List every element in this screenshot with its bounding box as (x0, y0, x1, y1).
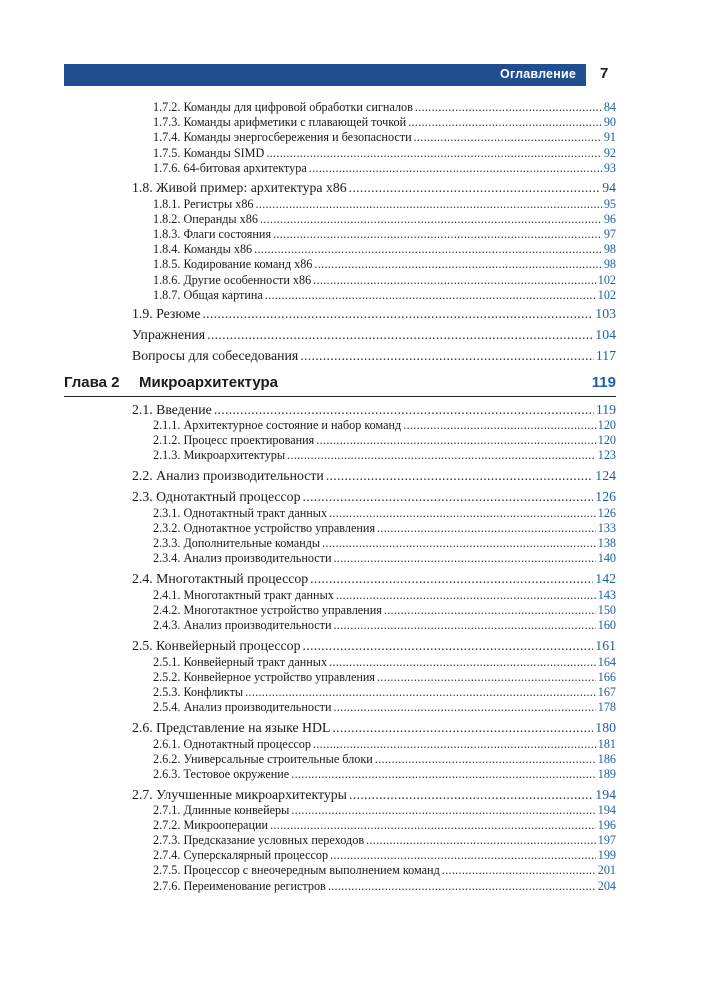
toc-entry[interactable] (153, 803, 616, 818)
toc-entry-title: 1.8.1. Регистры x86 (153, 197, 254, 211)
dot-leader (414, 130, 602, 145)
toc-entry-page: 142 (595, 571, 616, 586)
dot-leader (314, 257, 601, 272)
dot-leader (366, 833, 596, 848)
dot-leader (316, 433, 595, 448)
toc-entry-page: 133 (597, 521, 616, 535)
dot-leader (403, 418, 595, 433)
toc-entry-page: 124 (595, 468, 616, 483)
toc-entry[interactable] (153, 146, 616, 161)
toc-entry-page: 138 (597, 536, 616, 550)
toc-entry-title: 2.1.3. Микроархитектуры (153, 448, 286, 462)
toc-entry-page: 166 (597, 670, 616, 684)
chapter-label: Глава 2 (64, 374, 120, 391)
dot-leader (336, 588, 596, 603)
dot-leader (328, 879, 596, 894)
toc-entry-page: 164 (597, 655, 616, 669)
toc-entry-page: 194 (597, 803, 616, 817)
dot-leader (384, 603, 596, 618)
dot-leader (326, 467, 594, 485)
toc-entry-page: 96 (603, 212, 616, 226)
dot-leader (330, 848, 596, 863)
page-number: 7 (600, 65, 609, 82)
toc-entry-title: 2.3.1. Однотактный тракт данных (153, 506, 328, 520)
toc-entry[interactable] (153, 212, 616, 227)
chapter-page: 119 (591, 374, 616, 391)
toc-entry-title: 2.7.3. Предсказание условных переходов (153, 833, 365, 847)
dot-leader (254, 242, 602, 257)
toc-entry[interactable] (153, 433, 616, 448)
toc-entry-page: 189 (597, 767, 616, 781)
dot-leader (377, 521, 596, 536)
toc-entry-title: 1.8. Живой пример: архитектура x86 (132, 180, 347, 195)
toc-entry-page: 117 (595, 348, 616, 363)
dot-leader (442, 863, 596, 878)
toc-entry-page: 97 (603, 227, 616, 241)
toc-entry-title: 2.7.6. Переименование регистров (153, 879, 326, 893)
dot-leader (245, 685, 596, 700)
toc-entry-page: 120 (597, 418, 616, 432)
dot-leader (332, 719, 593, 737)
dot-leader (256, 197, 602, 212)
toc-entry-title: 2.7.2. Микрооперации (153, 818, 269, 832)
dot-leader (214, 401, 594, 419)
toc-entry[interactable] (153, 655, 616, 670)
toc-entry[interactable] (153, 737, 616, 752)
toc-entry[interactable] (132, 719, 616, 737)
toc-entry-title: 1.7.3. Команды арифметики с плавающей точкой (153, 115, 407, 129)
toc-entry[interactable] (153, 227, 616, 242)
toc-entry-page: 181 (597, 737, 616, 751)
toc-entry-title: 2.6.1. Однотактный процессор (153, 737, 311, 751)
dot-leader (377, 670, 596, 685)
toc-entry-title: 2.4.2. Многотактное устройство управления (153, 603, 382, 617)
toc-entry-title: 2.7.5. Процессор с внеочередным выполнением команд (153, 863, 440, 877)
toc-entry-title: 2.3.4. Анализ производительности (153, 551, 332, 565)
dot-leader (202, 305, 593, 323)
toc-entry[interactable] (153, 257, 616, 272)
toc-entry-title: 2.6.3. Тестовое окружение (153, 767, 290, 781)
toc-entry-page: 94 (602, 180, 616, 195)
dot-leader (291, 803, 595, 818)
toc-entry[interactable] (153, 161, 616, 176)
toc-entry-page: 194 (595, 787, 616, 802)
toc-entry-title: 1.8.7. Общая картина (153, 288, 263, 302)
toc-entry[interactable] (153, 833, 616, 848)
dot-leader (291, 767, 596, 782)
toc-entry-title: 2.1.2. Процесс проектирования (153, 433, 315, 447)
toc-entry-title: 1.8.5. Кодирование команд x86 (153, 257, 313, 271)
toc-entry-page: 102 (597, 288, 616, 302)
toc-entry-title: 2.6.2. Универсальные строительные блоки (153, 752, 373, 766)
toc-entry[interactable] (132, 179, 616, 197)
toc-entry-title: 2.5.2. Конвейерное устройство управления (153, 670, 376, 684)
toc-entry[interactable] (153, 752, 616, 767)
toc-entry[interactable] (132, 786, 616, 804)
toc-entry[interactable] (153, 130, 616, 145)
toc-entry[interactable] (132, 401, 616, 419)
dot-leader (302, 637, 593, 655)
toc-entry-page: 98 (603, 257, 616, 271)
toc-entry-page: 119 (595, 402, 616, 417)
dot-leader (415, 100, 602, 115)
toc-entry[interactable] (153, 100, 616, 115)
toc-entry-title: 2.5. Конвейерный процессор (132, 638, 301, 653)
dot-leader (313, 737, 596, 752)
toc-entry[interactable] (153, 879, 616, 894)
toc-entry[interactable] (153, 700, 616, 715)
toc-entry-page: 160 (597, 618, 616, 632)
dot-leader (300, 347, 594, 365)
toc-entry-title: 1.8.3. Флаги состояния (153, 227, 272, 241)
toc-entry-page: 90 (603, 115, 616, 129)
toc-entry[interactable] (153, 448, 616, 463)
toc-entry[interactable] (132, 570, 616, 588)
toc-entry-title: 2.4.1. Многотактный тракт данных (153, 588, 334, 602)
dot-leader (270, 818, 596, 833)
toc-entry-title: 2.4.3. Анализ производительности (153, 618, 332, 632)
toc-entry-title: 2.7.4. Суперскалярный процессор (153, 848, 329, 862)
dot-leader (349, 179, 601, 197)
toc-entry-page: 126 (595, 489, 616, 504)
toc-entry-title: 2.7. Улучшенные микроархитектуры (132, 787, 347, 802)
dot-leader (408, 115, 602, 130)
toc-entry[interactable] (132, 637, 616, 655)
toc-entry[interactable] (132, 305, 616, 323)
toc-entry-page: 98 (603, 242, 616, 256)
toc-entry[interactable] (153, 288, 616, 303)
dot-leader (375, 752, 596, 767)
toc-entry-page: 150 (597, 603, 616, 617)
toc-entry-title: 2.5.3. Конфликты (153, 685, 244, 699)
toc-entry[interactable] (153, 618, 616, 633)
toc-entry-title: Упражнения (132, 327, 206, 342)
toc-entry-title: 1.7.6. 64-битовая архитектура (153, 161, 307, 175)
toc-entry-page: 102 (597, 273, 616, 287)
chapter-heading (64, 374, 616, 397)
dot-leader (334, 618, 596, 633)
dot-leader (207, 326, 593, 344)
toc-entry-title: 1.7.2. Команды для цифровой обработки сигналов (153, 100, 413, 114)
toc-entry[interactable] (132, 488, 616, 506)
toc-entry-title: 2.6. Представление на языке HDL (132, 720, 331, 735)
toc-entry[interactable] (132, 326, 616, 344)
toc-entry[interactable] (153, 818, 616, 833)
toc-entry[interactable] (153, 863, 616, 878)
toc-entry[interactable] (153, 603, 616, 618)
toc-entry-title: 2.3.3. Дополнительные команды (153, 536, 321, 550)
toc-entry-title: 1.9. Резюме (132, 306, 201, 321)
toc-entry[interactable] (153, 273, 616, 288)
dot-leader (273, 227, 602, 242)
dot-leader (329, 655, 596, 670)
toc-entry-page: 178 (597, 700, 616, 714)
toc-entry[interactable] (153, 418, 616, 433)
toc-entry[interactable] (153, 685, 616, 700)
dot-leader (349, 786, 593, 804)
toc-entry-title: 2.1.1. Архитектурное состояние и набор команд (153, 418, 402, 432)
toc-entry-page: 93 (603, 161, 616, 175)
dot-leader (329, 506, 596, 521)
toc-entry[interactable] (153, 197, 616, 212)
toc-entry-page: 120 (597, 433, 616, 447)
toc-entry[interactable] (153, 848, 616, 863)
toc-entry-title: 2.2. Анализ производительности (132, 468, 324, 483)
toc-entry-title: 1.8.6. Другие особенности x86 (153, 273, 312, 287)
toc-entry[interactable] (132, 347, 616, 365)
dot-leader (334, 551, 596, 566)
toc-entry-title: 2.7.1. Длинные конвейеры (153, 803, 290, 817)
toc-entry[interactable] (153, 536, 616, 551)
toc-entry-title: 1.8.4. Команды x86 (153, 242, 253, 256)
toc-entry-page: 143 (597, 588, 616, 602)
dot-leader (266, 146, 601, 161)
dot-leader (322, 536, 596, 551)
toc-entry-title: 2.1. Введение (132, 402, 212, 417)
toc-entry[interactable] (132, 467, 616, 485)
toc-entry-page: 201 (597, 863, 616, 877)
toc-entry-page: 167 (597, 685, 616, 699)
toc-entry-page: 180 (595, 720, 616, 735)
toc-entry[interactable] (153, 242, 616, 257)
chapter-title: Микроархитектура (139, 374, 278, 391)
toc-entry-page: 204 (597, 879, 616, 893)
toc-entry-title: 2.3.2. Однотактное устройство управления (153, 521, 376, 535)
toc-entry-page: 196 (597, 818, 616, 832)
dot-leader (260, 212, 602, 227)
toc-entry[interactable] (153, 551, 616, 566)
toc-entry[interactable] (153, 767, 616, 782)
toc-entry-page: 186 (597, 752, 616, 766)
toc-entry-page: 103 (595, 306, 616, 321)
dot-leader (310, 570, 593, 588)
toc-entry-page: 84 (603, 100, 616, 114)
toc-entry-title: 2.3. Однотактный процессор (132, 489, 301, 504)
dot-leader (265, 288, 596, 303)
toc-entry-title: 1.8.2. Операнды x86 (153, 212, 258, 226)
toc-entry-title: 2.5.1. Конвейерный тракт данных (153, 655, 328, 669)
toc-entry-page: 91 (603, 130, 616, 144)
toc-entry-page: 140 (597, 551, 616, 565)
toc-entry-page: 161 (595, 638, 616, 653)
toc-entry-page: 104 (595, 327, 616, 342)
dot-leader (334, 700, 596, 715)
toc-entry[interactable] (153, 115, 616, 130)
dot-leader (287, 448, 596, 463)
dot-leader (302, 488, 593, 506)
toc-entry[interactable] (153, 506, 616, 521)
toc-entry-page: 123 (597, 448, 616, 462)
toc-entry[interactable] (153, 521, 616, 536)
toc-entry-page: 95 (603, 197, 616, 211)
toc-entry-title: Вопросы для собеседования (132, 348, 299, 363)
toc-entry-title: 1.7.4. Команды энергосбережения и безопасности (153, 130, 412, 144)
toc-entry[interactable] (153, 588, 616, 603)
toc-entry-title: 1.7.5. Команды SIMD (153, 146, 265, 160)
toc-entry[interactable] (153, 670, 616, 685)
toc-entry-page: 92 (603, 146, 616, 160)
dot-leader (313, 273, 596, 288)
toc-entry-title: 2.4. Многотактный процессор (132, 571, 309, 586)
toc-entry-page: 199 (597, 848, 616, 862)
toc-entry-page: 197 (597, 833, 616, 847)
running-header-title: Оглавление (500, 67, 576, 81)
toc-entry-title: 2.5.4. Анализ производительности (153, 700, 332, 714)
dot-leader (309, 161, 602, 176)
toc-entry-page: 126 (597, 506, 616, 520)
